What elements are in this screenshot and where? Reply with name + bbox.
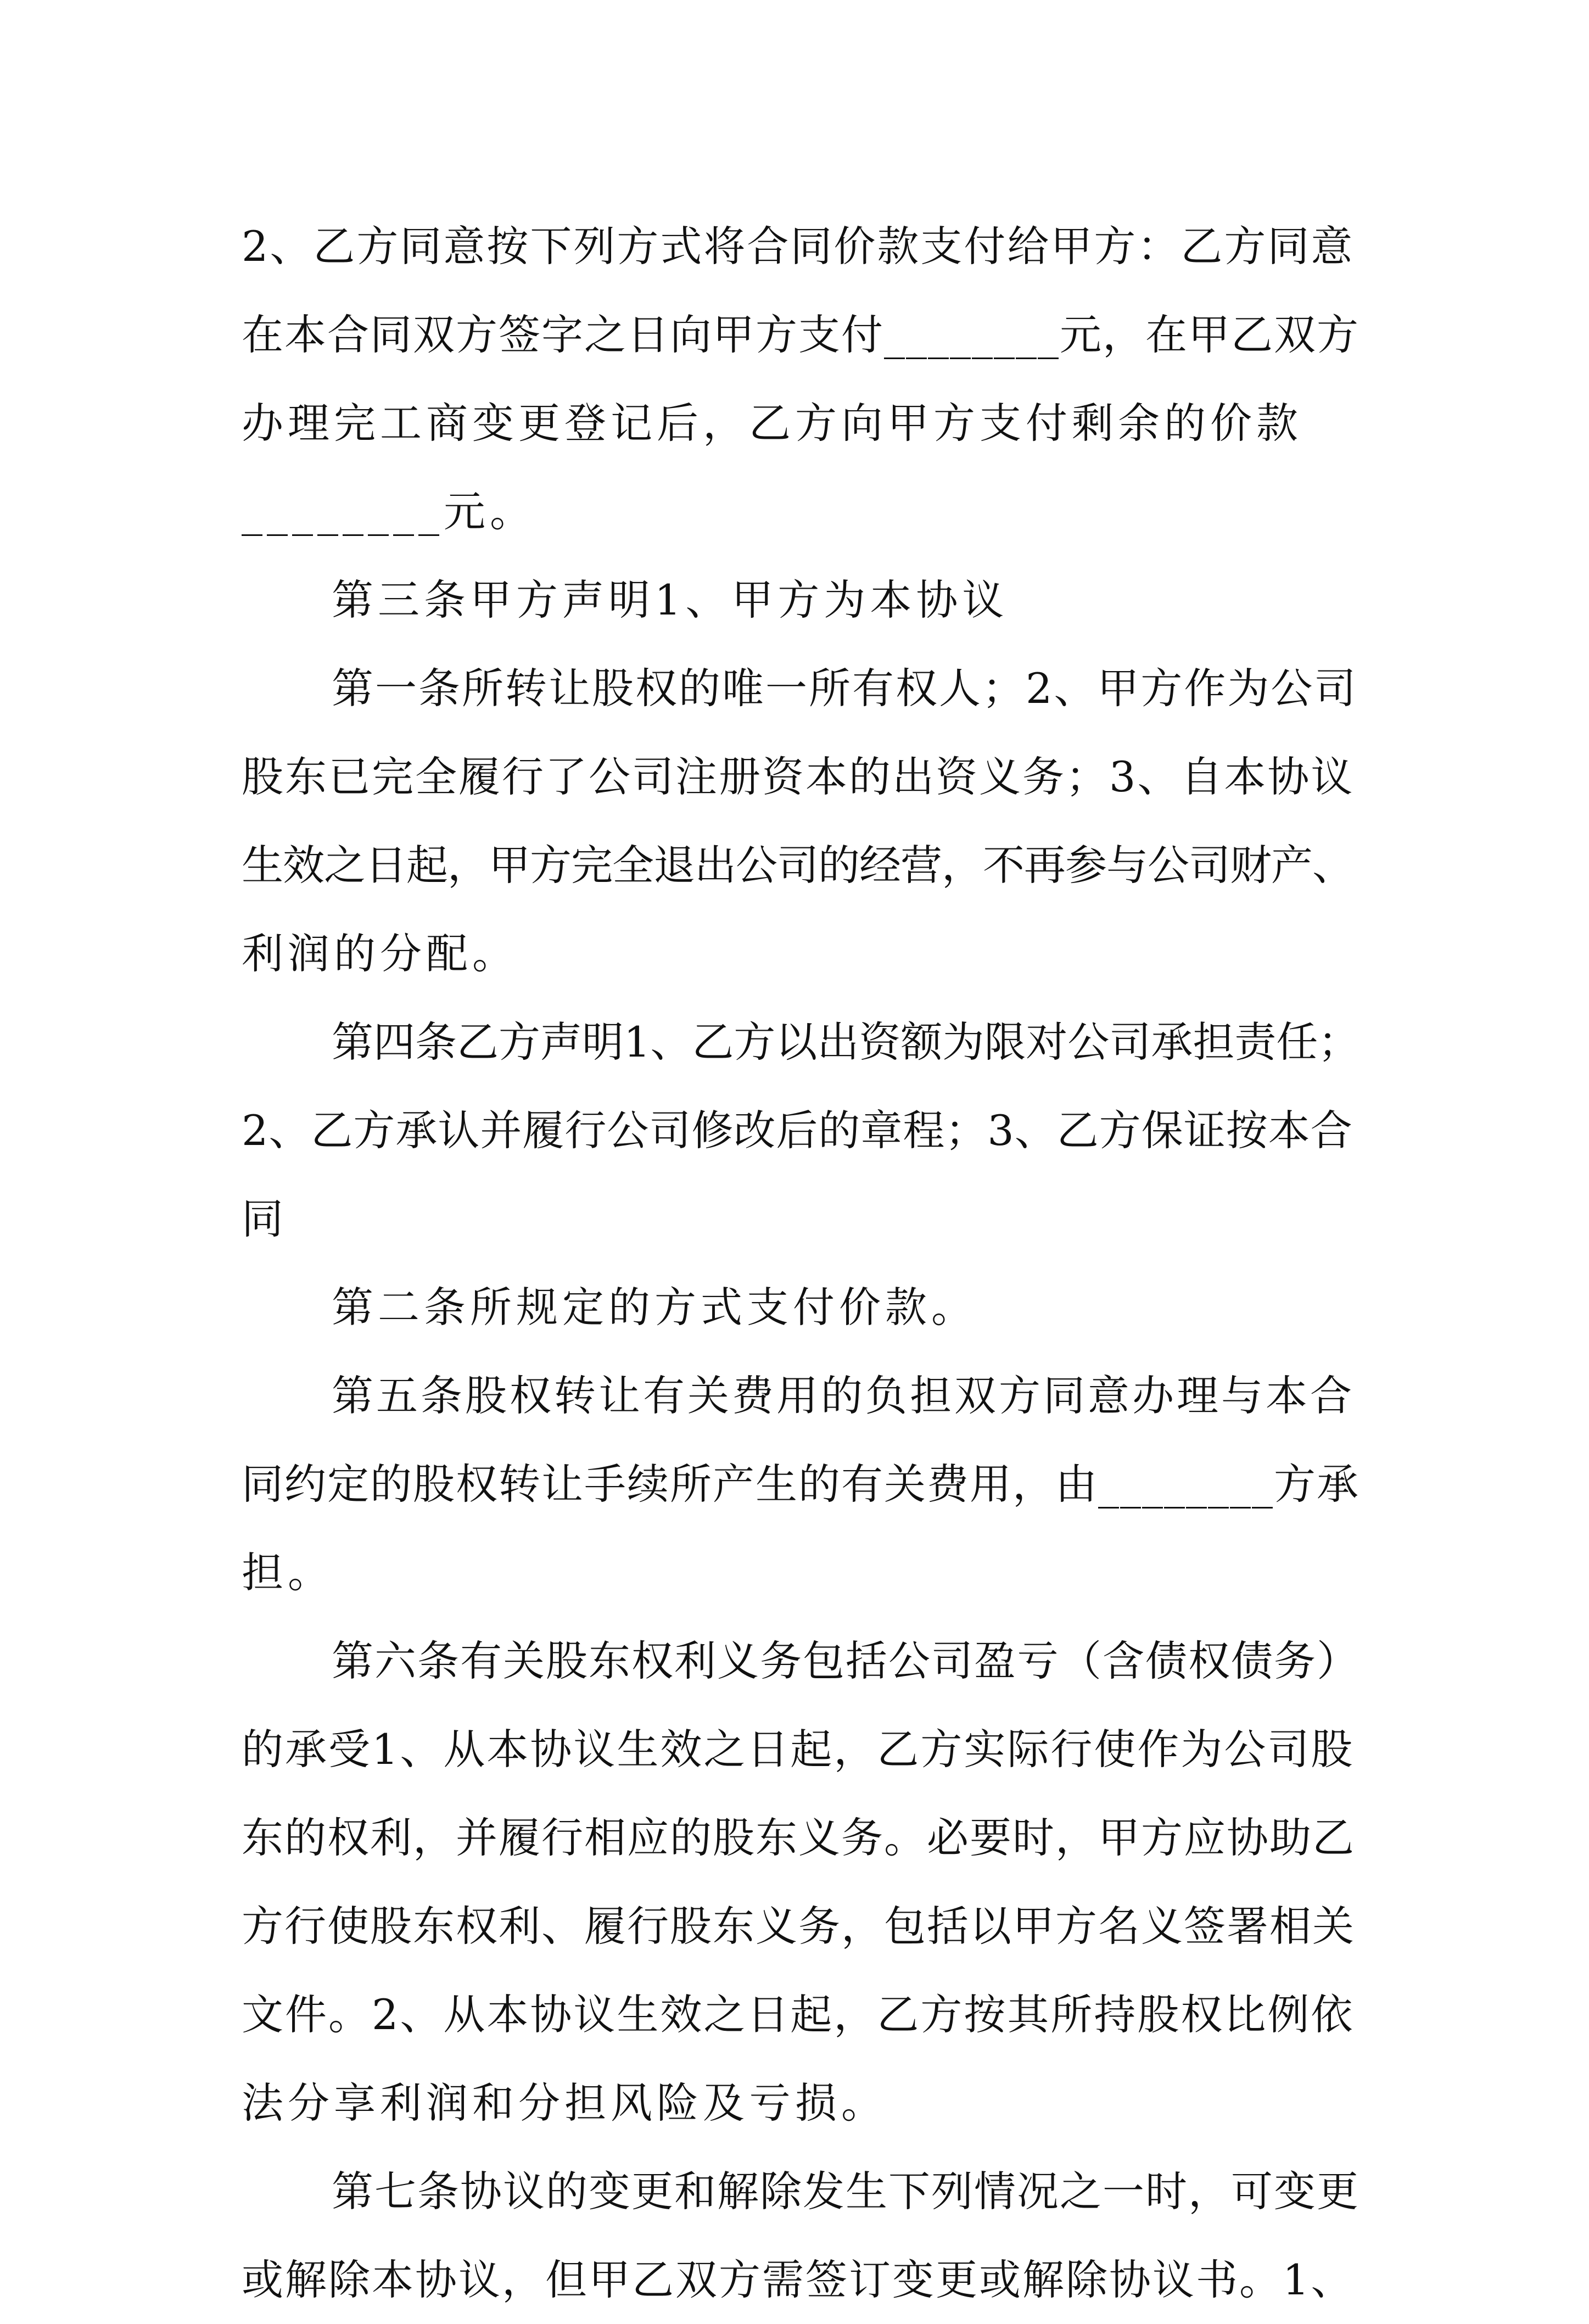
text-line: 第四条乙方声明1、乙方以出资额为限对公司承担责任； [332,1018,1360,1066]
text-line: 同约定的股权转让手续所产生的有关费用，由________方承 [242,1460,1359,1509]
text-line: 生效之日起，甲方完全退出公司的经营，不再参与公司财产、 [242,841,1353,890]
text-line: 股东已完全履行了公司注册资本的出资义务；3、自本协议 [242,752,1355,801]
text-line: 2、乙方承认并履行公司修改后的章程；3、乙方保证按本合 [242,1106,1353,1155]
text-line: ________元。 [242,487,536,536]
text-line: 第二条所规定的方式支付价款。 [332,1283,977,1332]
document-body [242,202,1362,2324]
text-line: 2、乙方同意按下列方式将合同价款支付给甲方：乙方同意 [242,222,1355,271]
text-line: 第五条股权转让有关费用的负担双方同意办理与本合 [332,1371,1355,1420]
text-line: 办理完工商变更登记后，乙方向甲方支付剩余的价款 [242,399,1302,448]
text-line: 第三条甲方声明1、甲方为本协议 [332,576,1009,624]
text-line: 文件。2、从本协议生效之日起，乙方按其所持股权比例依 [242,1990,1355,2039]
text-line: 在本合同双方签字之日向甲方支付________元，在甲乙双方 [242,310,1359,359]
text-line: 东的权利，并履行相应的股东义务。必要时，甲方应协助乙 [242,1813,1355,1862]
text-line: 第七条协议的变更和解除发生下列情况之一时，可变更 [332,2167,1359,2216]
text-line: 利润的分配。 [242,929,518,978]
text-line: 第六条有关股东权利义务包括公司盈亏（含债权债务） [332,1636,1359,1685]
text-line: 的承受1、从本协议生效之日起，乙方实际行使作为公司股 [242,1725,1355,1774]
text-line: 或解除本协议，但甲乙双方需签订变更或解除协议书。1、 [242,2255,1355,2304]
text-line: 法分享利润和分担风险及亏损。 [242,2079,887,2127]
text-line: 担。 [242,1548,334,1597]
text-line: 同 [242,1194,288,1243]
text-line: 第一条所转让股权的唯一所有权人；2、甲方作为公司 [332,664,1358,713]
text-line: 方行使股东权利、履行股东义务，包括以甲方名义签署相关 [242,1902,1355,1951]
